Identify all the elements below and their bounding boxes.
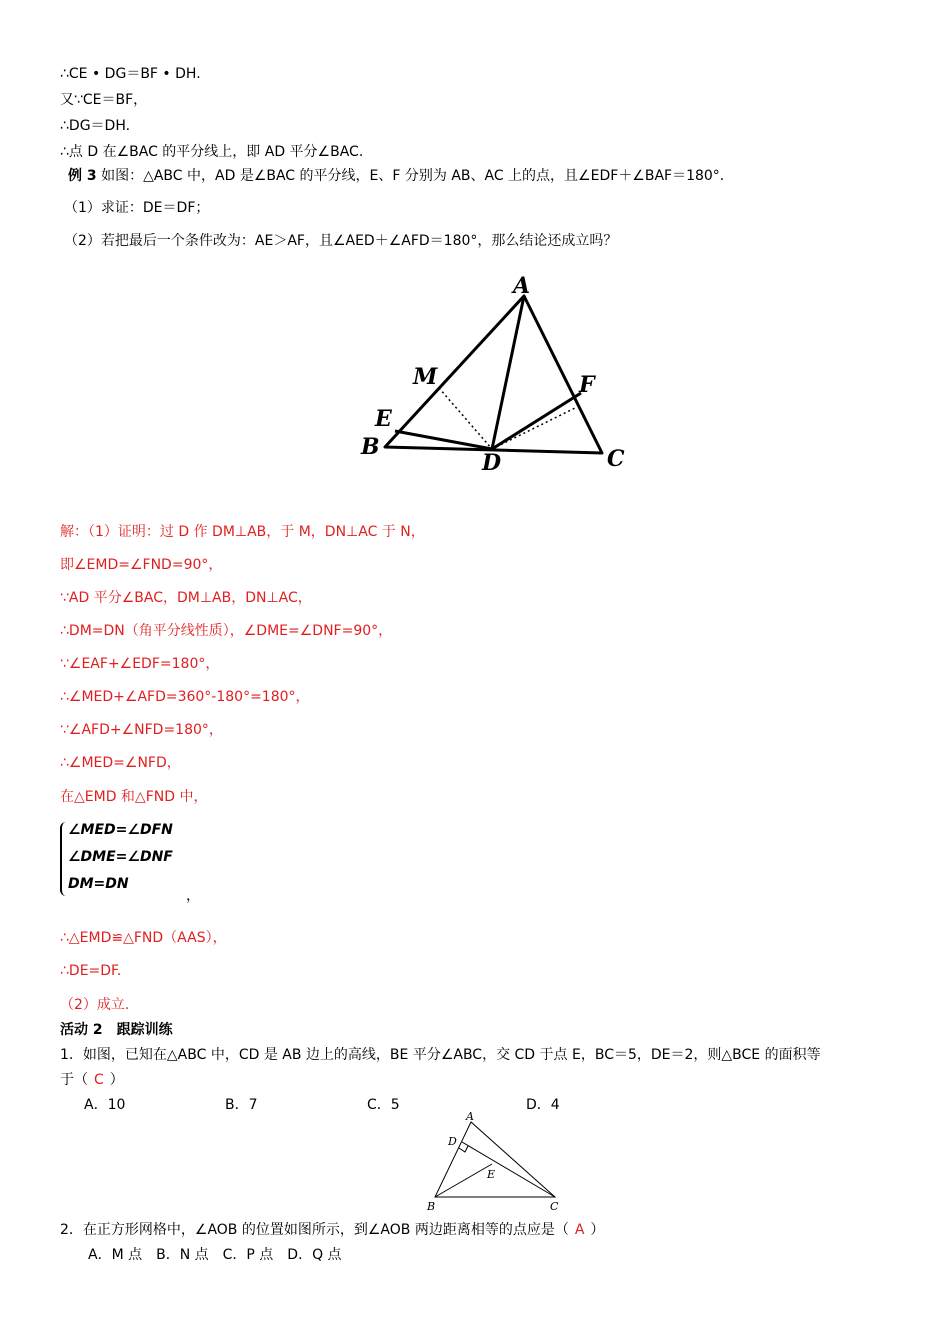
solution-conclusion: ∴DE=DF.	[60, 963, 122, 979]
right-angle-mark	[459, 1146, 468, 1152]
equation-system	[60, 820, 200, 900]
proof-line: ∴点 D 在∠BAC 的平分线上，即 AD 平分∠BAC.	[60, 144, 364, 160]
proof-line: ∴CE • DG＝BF • DH.	[60, 66, 201, 82]
label-m: M	[413, 364, 438, 390]
proof-line: 又∵CE＝BF，	[60, 92, 148, 108]
label-d: D	[482, 450, 502, 476]
label-b: B	[361, 434, 380, 460]
question-1-answer: C	[94, 1072, 104, 1088]
question-2-text: 2．在正方形网格中，∠AOB 的位置如图所示，到∠AOB 两边距离相等的点应是（ A ）	[60, 1222, 605, 1238]
solution-line: ∵∠AFD+∠NFD=180°，	[60, 722, 223, 738]
triangle-figure-2	[420, 1112, 570, 1216]
system-row: ∠MED=∠DFN	[68, 822, 173, 838]
question-1-option-b: B．7	[225, 1097, 258, 1113]
example3-text: 如图：△ABC 中，AD 是∠BAC 的平分线，E、F 分别为 AB、AC 上的点，且∠EDF＋∠BAF＝180°．	[101, 168, 734, 184]
solution-line: ∵∠EAF+∠EDF=180°，	[60, 656, 220, 672]
system-comma: ，	[186, 888, 200, 904]
activity-title: 活动 2 跟踪训练	[60, 1022, 173, 1038]
solution-conclusion: ∴△EMD≌△FND（AAS），	[60, 930, 227, 946]
label-e-small: E	[487, 1168, 496, 1181]
label-e: E	[375, 406, 392, 432]
solution-line: ∴∠MED=∠NFD，	[60, 755, 181, 771]
question-2-options: A．M 点 B．N 点 C．P 点 D．Q 点	[88, 1247, 342, 1263]
system-row: ∠DME=∠DNF	[68, 849, 173, 865]
triangle-figure-1	[355, 272, 640, 477]
solution-line: 在△EMD 和△FND 中，	[60, 789, 208, 805]
solution-line: 即∠EMD=∠FND=90°，	[60, 557, 223, 573]
segment-df	[492, 393, 581, 449]
label-c: C	[607, 446, 625, 472]
proof-line: ∴DG＝DH.	[60, 118, 131, 134]
label-f: F	[579, 372, 595, 398]
system-row: DM=DN	[68, 876, 129, 892]
example3-statement	[68, 166, 734, 186]
example3-question-2: （2）若把最后一个条件改为：AE＞AF，且∠AED＋∠AFD＝180°，那么结论还成立吗？	[64, 233, 618, 249]
question-1-option-d: D．4	[526, 1097, 560, 1113]
solution-line: ∵AD 平分∠BAC，DM⊥AB，DN⊥AC，	[60, 590, 312, 606]
solution-line: ∴∠MED+∠AFD=360°-180°=180°，	[60, 689, 310, 705]
example3-label: 例 3	[68, 168, 97, 184]
label-a: A	[513, 273, 531, 299]
question-1-answer-line: 于（ C ）	[60, 1072, 124, 1088]
segment-be	[435, 1164, 492, 1197]
question-1-option-a: A．10	[84, 1097, 126, 1113]
segment-ad	[492, 296, 524, 449]
solution-part-2: （2）成立.	[60, 997, 130, 1013]
solution-line: ∴DM=DN（角平分线性质），∠DME=∠DNF=90°，	[60, 623, 393, 639]
triangle-abc-small	[435, 1122, 555, 1197]
question-1-text: 1．如图，已知在△ABC 中，CD 是 AB 边上的高线，BE 平分∠ABC，交 CD 于点 E，BC＝5，DE＝2，则△BCE 的面积等	[60, 1047, 821, 1063]
question-1-option-c: C．5	[367, 1097, 400, 1113]
label-d-small: D	[448, 1135, 457, 1148]
segment-cd	[462, 1142, 555, 1197]
label-a-small: A	[466, 1112, 474, 1123]
question-2-answer: A	[574, 1222, 585, 1238]
example3-question-1: （1）求证：DE＝DF；	[64, 200, 210, 216]
label-c-small: C	[550, 1200, 559, 1213]
label-b-small: B	[427, 1200, 436, 1213]
solution-line: 解：（1）证明：过 D 作 DM⊥AB，于 M，DN⊥AC 于 N，	[60, 524, 425, 540]
